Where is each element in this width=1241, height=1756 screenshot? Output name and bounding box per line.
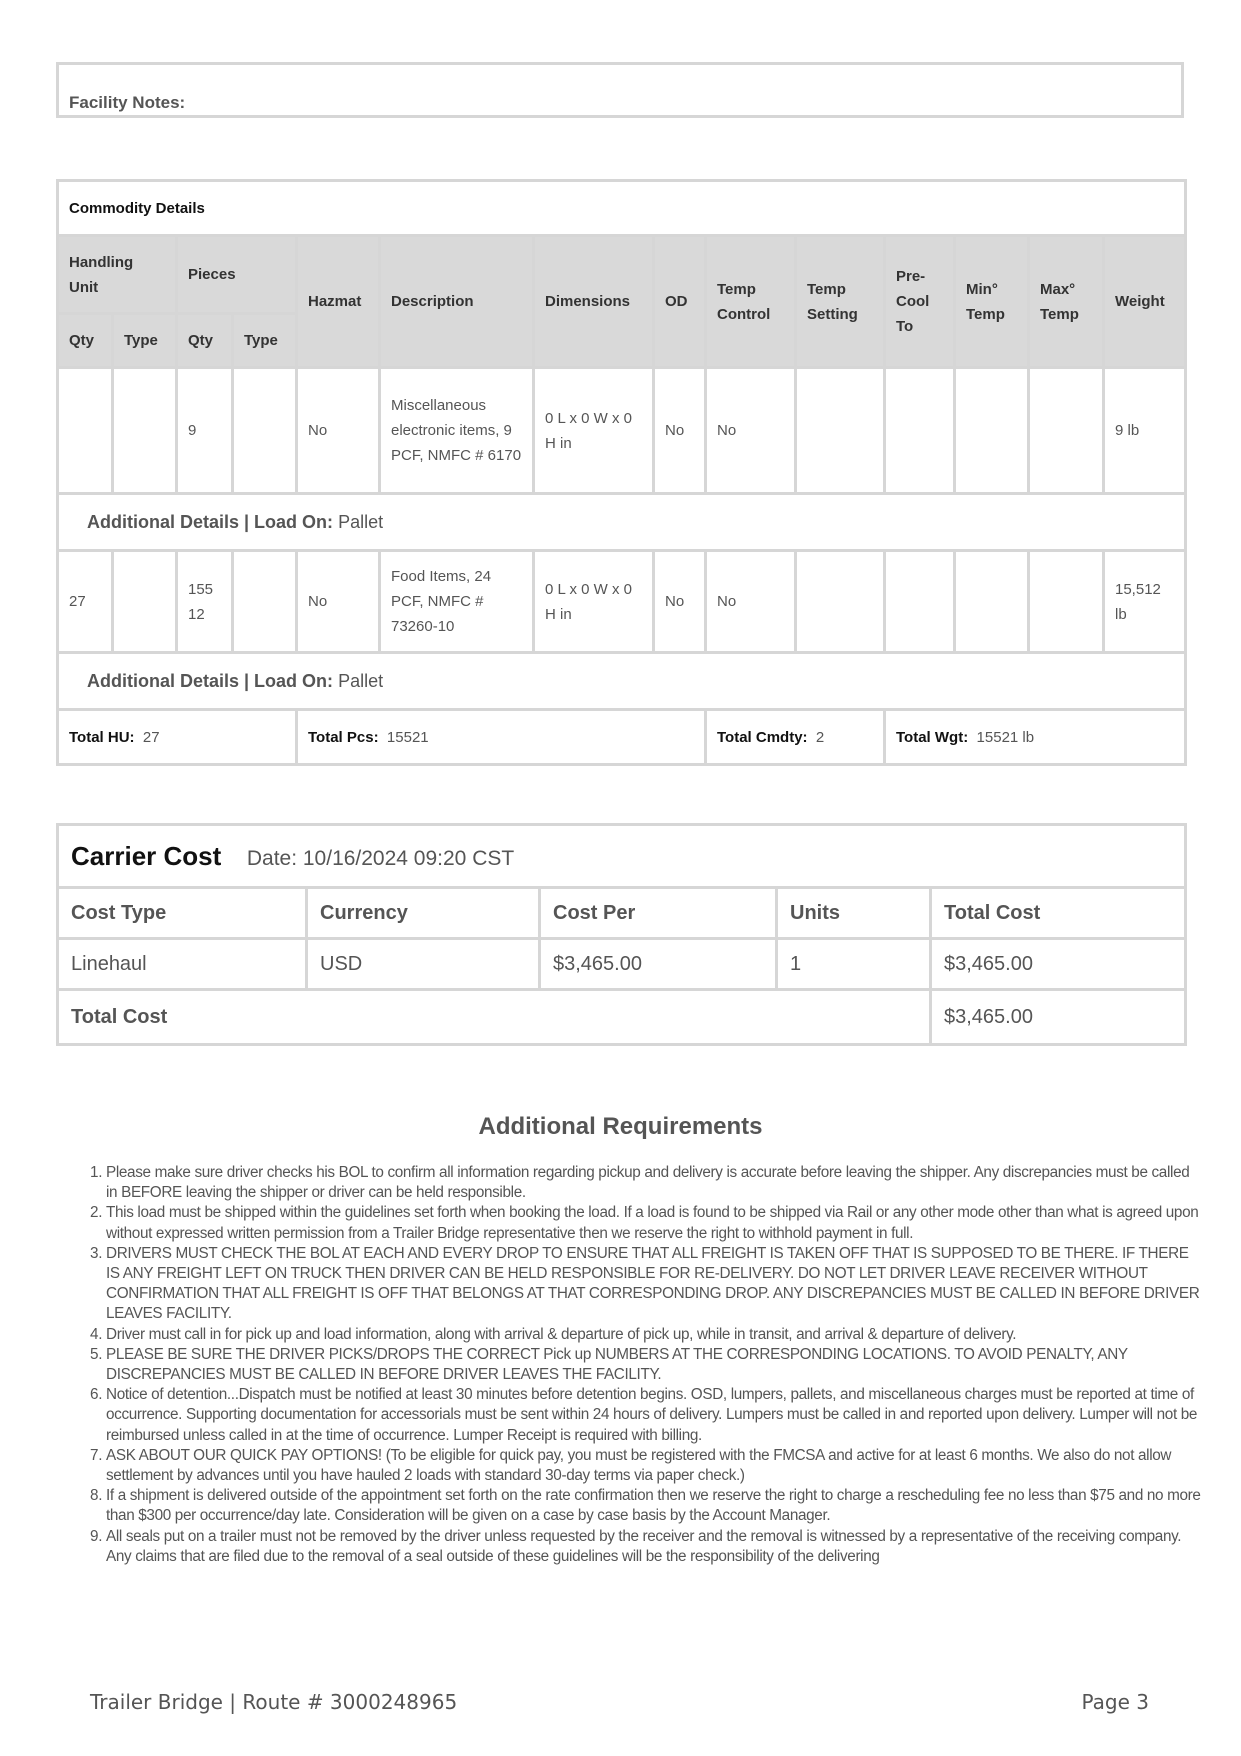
total-cost-row <box>58 990 1186 1045</box>
cell-od: No <box>654 368 706 494</box>
total-wgt-value: 15521 lb <box>976 728 1035 746</box>
header-od: OD <box>654 236 706 368</box>
cell-weight: 9 lb <box>1104 368 1186 494</box>
header-max-temp: Max° Temp <box>1029 236 1104 368</box>
additional-details-label: Additional Details | Load On: <box>87 670 334 691</box>
cell-max-temp <box>1029 368 1104 494</box>
cell-dimensions: 0 L x 0 W x 0 H in <box>534 551 654 653</box>
list-item: 5. PLEASE BE SURE THE DRIVER PICKS/DROPS THE CORRECT Pick up NUMBERS AT THE CORRESPONDING LOCATIONS. TO AVOID PENALTY, ANY DISCREPANCIES MUST BE CALLED IN BEFORE DRIVER LEAVES THE FACILITY. <box>106 1345 1204 1385</box>
col-units: Units <box>777 888 931 939</box>
list-item: 9. All seals put on a trailer must not be removed by the driver unless requested by the receiver and the removal is witnessed by a representative of the receiving company. Any claims that are filed due to the removal of a seal outside of these guidelines will be the responsibility of the delivering <box>106 1527 1204 1567</box>
carrier-cost-title: Carrier Cost <box>71 840 222 871</box>
load-on-value: Pallet <box>338 511 384 532</box>
cell-weight: 15,512 lb <box>1104 551 1186 653</box>
total-hu-label: Total HU: <box>69 728 135 746</box>
facility-notes-box <box>56 62 1184 118</box>
cell-pcs-type <box>233 368 297 494</box>
cell-pre-cool <box>885 551 955 653</box>
cell-cost-type: Linehaul <box>58 939 307 990</box>
cell-description: Miscellaneous electronic items, 9 PCF, NMFC # 6170 <box>380 368 534 494</box>
cell-temp-setting <box>796 551 885 653</box>
cell-total: $3,465.00 <box>931 939 1186 990</box>
cell-pcs-type <box>233 551 297 653</box>
col-cost-type: Cost Type <box>58 888 307 939</box>
list-item: 4. Driver must call in for pick up and load information, along with arrival & departure of pick up, while in transit, and arrival & departure of delivery. <box>106 1325 1204 1345</box>
cell-pre-cool <box>885 368 955 494</box>
header-hu-qty: Qty <box>58 314 113 368</box>
header-pre-cool: Pre-Cool To <box>885 236 955 368</box>
table-row <box>58 939 1186 990</box>
header-min-temp: Min° Temp <box>955 236 1029 368</box>
facility-notes-label: Facility Notes: <box>69 93 186 112</box>
load-on-value: Pallet <box>338 670 384 691</box>
total-cmdty-label: Total Cmdty: <box>717 728 808 746</box>
list-item: 7. ASK ABOUT OUR QUICK PAY OPTIONS! (To be eligible for quick pay, you must be registered with the FMCSA and active for at least 6 months. We also do not allow settlement by advances until you have hauled 2 loads with standard 30-day terms via paper check.) <box>106 1446 1204 1486</box>
cell-hu-type <box>113 551 177 653</box>
cell-temp-setting <box>796 368 885 494</box>
cell-currency: USD <box>307 939 540 990</box>
cell-hu-qty: 27 <box>58 551 113 653</box>
header-handling-unit: Handling Unit <box>58 236 177 314</box>
cell-hu-qty <box>58 368 113 494</box>
cell-cost-per: $3,465.00 <box>540 939 777 990</box>
requirements-list <box>84 1163 1204 1567</box>
col-cost-per: Cost Per <box>540 888 777 939</box>
totals-row <box>58 710 1186 765</box>
cell-min-temp <box>955 368 1029 494</box>
cell-hazmat: No <box>297 551 380 653</box>
col-total-cost: Total Cost <box>931 888 1186 939</box>
commodity-details-table <box>56 179 1187 766</box>
list-item: 2. This load must be shipped within the guidelines set forth when booking the load. If a load is found to be shipped via Rail or any other mode other than what is agreed upon without expressed written permission from a Trailer Bridge representative then we reserve the right to withhold payment in full. <box>106 1203 1204 1243</box>
total-hu-value: 27 <box>142 728 160 746</box>
cell-od: No <box>654 551 706 653</box>
header-weight: Weight <box>1104 236 1186 368</box>
table-row <box>58 368 1186 494</box>
header-temp-setting: Temp Setting <box>796 236 885 368</box>
cell-hu-type <box>113 368 177 494</box>
additional-details-row <box>58 494 1186 551</box>
header-hu-type: Type <box>113 314 177 368</box>
total-cost-label: Total Cost <box>58 990 931 1045</box>
total-pcs-value: 15521 <box>386 728 429 746</box>
header-pieces: Pieces <box>177 236 297 314</box>
commodity-title: Commodity Details <box>58 181 1186 236</box>
header-pcs-type: Type <box>233 314 297 368</box>
additional-details-row <box>58 653 1186 710</box>
list-item: 6. Notice of detention...Dispatch must be notified at least 30 minutes before detention begins. OSD, lumpers, pallets, and miscellaneous charges must be reported at time of occurrence. Supporting documentation for accessorials must be sent within 24 hours of delivery. Lumpers must be called in and reported upon delivery. Lumper will not be reimbursed unless called in at the time of occurrence. Lumper Receipt is required with billing. <box>106 1385 1204 1446</box>
cell-temp-control: No <box>706 368 796 494</box>
table-row <box>58 551 1186 653</box>
cell-description: Food Items, 24 PCF, NMFC # 73260-10 <box>380 551 534 653</box>
header-dimensions: Dimensions <box>534 236 654 368</box>
col-currency: Currency <box>307 888 540 939</box>
cell-pcs-qty: 9 <box>177 368 233 494</box>
cell-temp-control: No <box>706 551 796 653</box>
header-temp-control: Temp Control <box>706 236 796 368</box>
total-wgt-label: Total Wgt: <box>896 728 969 746</box>
cell-pcs-qty: 155 12 <box>177 551 233 653</box>
cell-max-temp <box>1029 551 1104 653</box>
cell-dimensions: 0 L x 0 W x 0 H in <box>534 368 654 494</box>
list-item: 3. DRIVERS MUST CHECK THE BOL AT EACH AND EVERY DROP TO ENSURE THAT ALL FREIGHT IS TAKEN OFF THAT IS SUPPOSED TO BE THERE. IF THERE IS ANY FREIGHT LEFT ON TRUCK THEN DRIVER CAN BE HELD RESPONSIBLE FOR RE-DELIVERY. DO NOT LET DRIVER LEAVE RECEIVER WITHOUT CONFIRMATION THAT ALL FREIGHT IS OFF THAT BELONGS AT THAT CORRESPONDING DROP. ANY DISCREPANCIES MUST BE CALLED IN BEFORE DRIVER LEAVES FACILITY. <box>106 1244 1204 1325</box>
total-cost-value: $3,465.00 <box>931 990 1186 1045</box>
requirements-title: Additional Requirements <box>478 1113 763 1140</box>
cell-units: 1 <box>777 939 931 990</box>
total-pcs-label: Total Pcs: <box>308 728 379 746</box>
carrier-cost-table <box>56 823 1187 1046</box>
header-pcs-qty: Qty <box>177 314 233 368</box>
footer-route: Trailer Bridge | Route # 3000248965 <box>90 1690 458 1714</box>
footer-page-number: Page 3 <box>1081 1690 1149 1714</box>
additional-details-label: Additional Details | Load On: <box>87 511 334 532</box>
list-item: 8. If a shipment is delivered outside of the appointment set forth on the rate confirmation then we reserve the right to charge a rescheduling fee no less than $75 and no more than $300 per occurrence/day late. Consideration will be given on a case by case basis by the Account Manager. <box>106 1486 1204 1526</box>
cell-min-temp <box>955 551 1029 653</box>
header-hazmat: Hazmat <box>297 236 380 368</box>
total-cmdty-value: 2 <box>815 728 825 746</box>
carrier-cost-date: Date: 10/16/2024 09:20 CST <box>246 846 515 870</box>
cell-hazmat: No <box>297 368 380 494</box>
header-description: Description <box>380 236 534 368</box>
list-item: 1. Please make sure driver checks his BOL to confirm all information regarding pickup and delivery is accurate before leaving the shipper. Any discrepancies must be called in BEFORE leaving the shipper or driver can be held responsible. <box>106 1163 1204 1203</box>
